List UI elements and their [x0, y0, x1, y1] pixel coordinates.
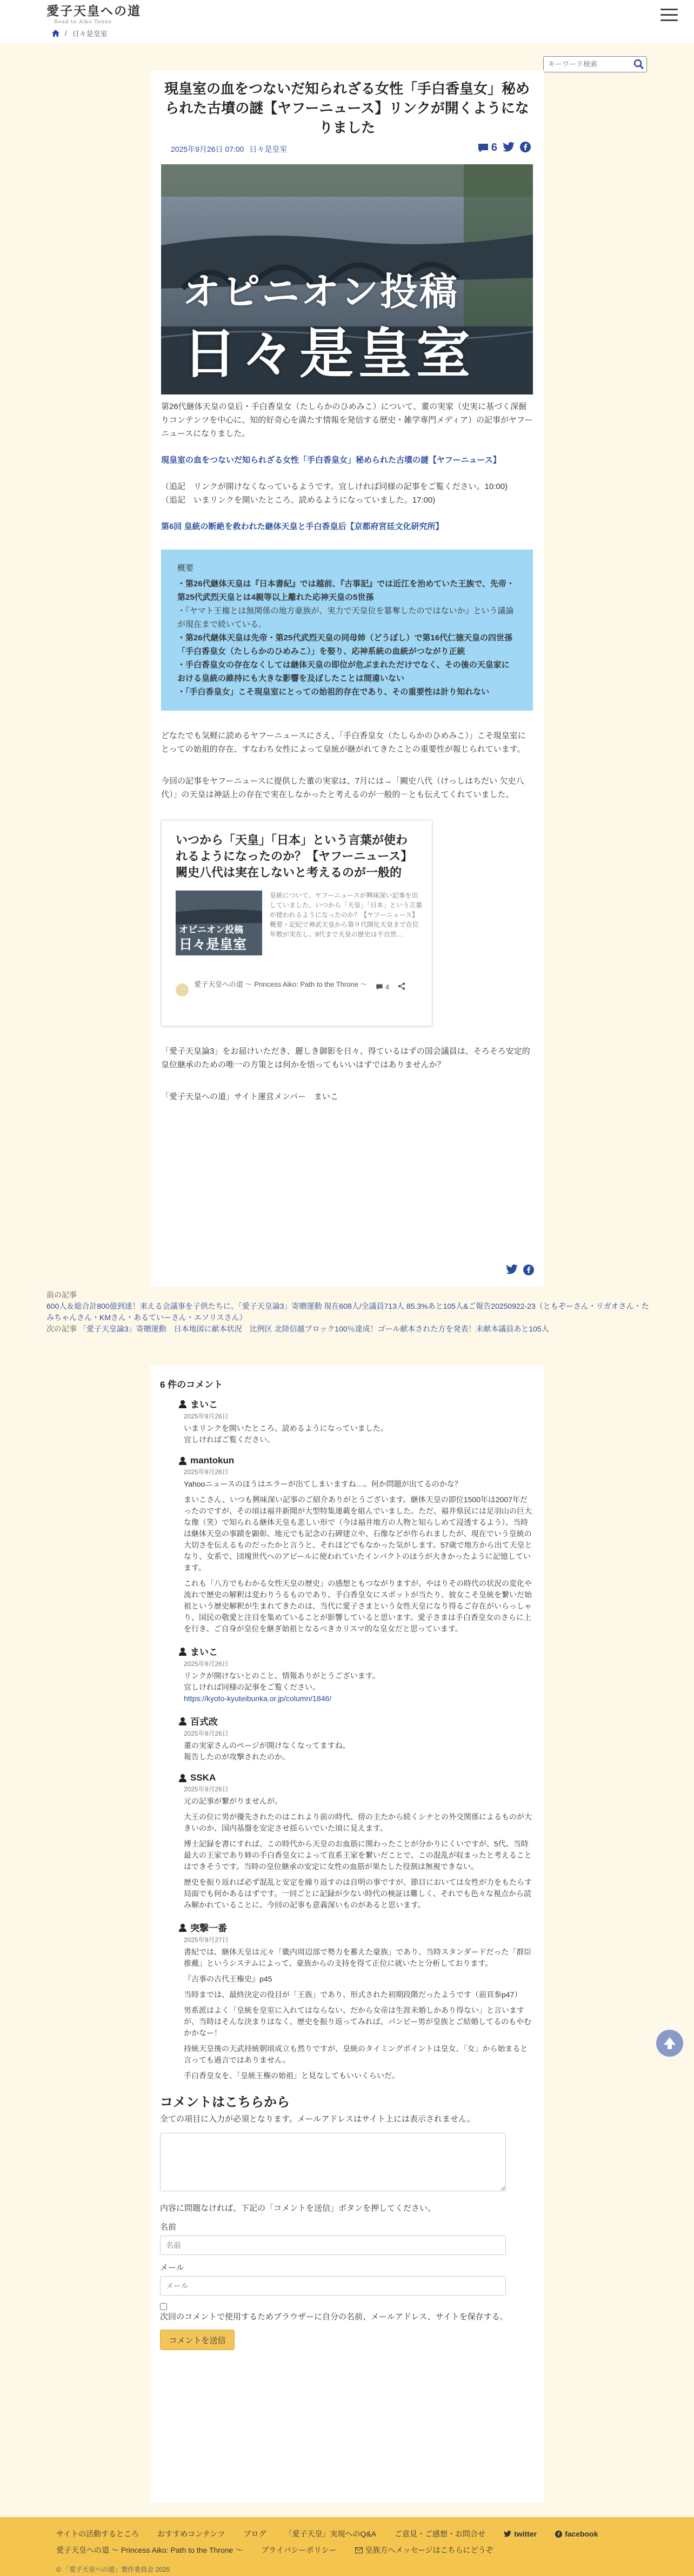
- copyright: © 「愛子天皇への道」製作委員会 2025: [56, 2566, 170, 2573]
- twitter-share-icon[interactable]: [503, 142, 515, 153]
- comment-link[interactable]: https://kyoto-kyuteibunka.or.jp/column/1846/: [184, 1694, 332, 1703]
- user-icon: [178, 1923, 187, 1932]
- menu-icon[interactable]: [660, 9, 678, 22]
- summary-item: ・第26代継体天皇は『日本書紀』では越前、『古事記』では近江を治めていた王族で、先帝・第25代武烈天皇とは4親等以上離れた応神天皇の5世孫: [177, 579, 515, 602]
- featured-image: [161, 164, 533, 394]
- article: [150, 70, 544, 1286]
- embedded-post-card[interactable]: [161, 820, 432, 1026]
- footer-link[interactable]: サイトの活動するところ: [56, 2530, 139, 2538]
- comment-text: 宜しければ同様の記事をご覧ください。: [184, 1683, 320, 1691]
- comment-author: 突撃一番: [190, 1923, 227, 1933]
- footer-links: [56, 2529, 645, 2555]
- comment-text: 博士記録を書にすれば、この時代から天皇のお血筋に関わったことが分かりにくいですが、5代、当時最大の王家であり姉の手白香皇女によって直系王家を繋いだことで、この混乱が収まったと考えることはできそうです。当時の皇位継承の安定に女性の血筋が果たした役割は無視できない。: [184, 1839, 532, 1871]
- comment-date[interactable]: 2025年9月27日: [184, 1936, 229, 1944]
- comment-text: 元の記事が繋がりませんが。: [184, 1797, 282, 1805]
- update-note: （追記 リンクが開けなくなっているようです。宜しければ同様の記事をご覧ください。10:00): [161, 482, 508, 491]
- embed-thumbnail[interactable]: [176, 891, 262, 955]
- share-icon[interactable]: [398, 982, 405, 992]
- footer-link[interactable]: おすすめコンテンツ: [157, 2530, 225, 2538]
- svg-text:日々是皇室: 日々是皇室: [179, 936, 247, 952]
- comment-text: 『古事の古代王権史』p45: [184, 1975, 272, 1983]
- footer-link-facebook[interactable]: [555, 2529, 598, 2539]
- post-date: 2025年9月26日 07:00: [171, 145, 244, 153]
- home-icon[interactable]: [52, 30, 59, 37]
- article-meta: [161, 142, 533, 157]
- user-icon: [178, 1774, 187, 1782]
- twitter-icon: [504, 2531, 511, 2537]
- embed-title[interactable]: いつから「天皇」「日本」という言葉が使われるようになったのか？【ヤフーニュース】闕史八代は実在しないと考えるのが一般的: [176, 833, 413, 879]
- article-body: [161, 400, 533, 533]
- comment-icon: [477, 143, 489, 153]
- next-post-label: 次の記事: [46, 1324, 77, 1333]
- summary-item: ・「手白香皇女」こそ現皇室にとっての始祖的存在であり、その重要性は計り知れない: [177, 687, 490, 697]
- site-header: [0, 0, 694, 43]
- name-field[interactable]: [160, 2236, 506, 2255]
- comment-author: まいこ: [190, 1400, 218, 1410]
- comment-date[interactable]: 2025年9月26日: [184, 1660, 229, 1668]
- form-note-submit: 内容に問題なければ、下記の「コメントを送信」ボタンを押してください。: [160, 2204, 436, 2213]
- footer-link[interactable]: ブログ: [243, 2530, 266, 2538]
- mail-icon: [355, 2547, 363, 2553]
- comment-text: 大王の位に男が優先されたのはこれより前の時代、傍の主たから続くシナとの外交関係によるものが大きいのか、国内基盤を安定させ揺らいでいた頃に見えます。: [184, 1812, 532, 1832]
- next-post-link[interactable]: 「愛子天皇論3」寄贈運動 日本地図に献本状況 比例区 北陸信越ブロック100％達成！ゴール献本された方を発表！未献本議員あと105人: [78, 1324, 549, 1333]
- comments-title: 6 件のコメント: [160, 1380, 223, 1390]
- paragraph: 第26代継体天皇の皇后・手白香皇女（たしらかのひめみこ）について、董の実家（史実に基づく深掘りコンテンツを中心に、知的好奇心を満たす情報を発信する歴史・雑学専門メディア）の記事がヤフーニュースになりました。: [161, 402, 533, 438]
- search-input[interactable]: [544, 57, 633, 71]
- summary-box: [161, 550, 533, 711]
- yahoo-news-link[interactable]: 現皇室の血をつないだ知られざる女性「手白香皇女」秘められた古墳の謎【ヤフーニュース】: [161, 456, 501, 465]
- respond-title: コメントはこちらから: [160, 2095, 290, 2110]
- form-note: 全ての項目に入力が必須となります。メールアドレスはサイト上には表示されません。: [160, 2115, 475, 2124]
- footer-link[interactable]: プライバシーポリシー: [261, 2546, 337, 2554]
- comment-author: mantokun: [190, 1455, 235, 1466]
- hero-text-opinion: オピニオン投稿: [183, 270, 459, 314]
- comment-text: 男系派はよく「皇統を皇室に入れてはならない、だから女帝は生涯未婚しかあり得ない」と言いますが、当時はそんな決まりはなく、歴史を振り返ってみれば、パンピー男が皇族とご結婚してるのもやむかかなー！: [184, 2006, 532, 2037]
- scroll-to-top-button[interactable]: [656, 2030, 683, 2057]
- summary-item: ・第26代継体天皇は先帝・第25代武烈天皇の同母姉（どうぼし）で第16代仁徳天皇の四世孫「手白香皇女（たしらかのひめみこ）」を娶り、応神系統の血統がつながり正統: [177, 633, 513, 656]
- site-favicon-icon: [176, 983, 189, 996]
- save-info-label: 次回のコメントで使用するためブラウザーに自分の名前、メールアドレス、サイトを保存する。: [160, 2312, 508, 2321]
- page-title: 現皇室の血をつないだ知られざる女性「手白香皇女」秘められた古墳の謎【ヤフーニュース】リンクが開くようになりました: [164, 81, 530, 136]
- footer-link[interactable]: ご意見・ご感想・お問合せ: [395, 2530, 486, 2538]
- site-logo[interactable]: [46, 3, 141, 25]
- footer-link-label: facebook: [565, 2530, 598, 2538]
- user-icon: [178, 1647, 187, 1656]
- hero-text-title: 日々是皇室: [183, 322, 475, 385]
- comment-date[interactable]: 2025年9月26日: [184, 1785, 229, 1793]
- comment: [160, 1921, 534, 2082]
- facebook-share-icon[interactable]: [523, 1264, 534, 1278]
- search-icon[interactable]: [633, 58, 645, 70]
- search-box: [543, 56, 647, 72]
- comment: [160, 1455, 534, 1635]
- comment-text: まいこさん、いつも興味深い記事のご紹介ありがとうございます。継体天皇の即位1500年は2007年だったのですが、その頃は福井新聞が大型特集連載を組んでいました。ただ、福井県民には足羽山の巨大な像（笑）で知られる継体天皇も悲しい形で（今は福井地方の人物と知らしめて浸透するよう）、当時は継体天皇の事蹟を顕彰、地元でも記念の石碑建立や、石像などが作られましたが、現在でいう皇統の大切さを伝えるものだったかと言うと、それほどでもなかった気がします。57歳で地方から出て天皇となり、女系で、団塊世代へのアピールに使われていたインパクトのほうが大きかったように記憶しています。: [184, 1495, 532, 1572]
- comment-text: 書紀では、継体天皇は元々「畿内周辺部で勢力を蓄えた豪族」であり、当時スタンダードだった「群臣推戴」というシステムによって、豪族からの支持を得て正位に就いたと分析しております。: [184, 1948, 532, 1968]
- save-info-row: [160, 2303, 534, 2323]
- article-body-3: [161, 1045, 533, 1103]
- facebook-share-icon[interactable]: [520, 142, 531, 154]
- comments-section: [150, 1365, 544, 2503]
- share-buttons: [506, 1264, 534, 1278]
- paragraph: どなたでも気軽に読めるヤフーニュースにさえ、「手白香皇女（たしらかのひめみこ）」こそ現皇室にとっての始祖的存在、すなわち女性によって皇統が継がれてきたことの重要性が報じられています。: [161, 731, 526, 754]
- comment-form: [160, 2091, 534, 2350]
- comment-text: 報告したのが攻撃されたのか。: [184, 1752, 290, 1761]
- comment-text: 持統天皇後の天武持統朝頃成立も然りですが、皇統のタイミングポイントは皇女、「女」から始まると言っても過言ではありません。: [184, 2044, 528, 2064]
- breadcrumb-item-category[interactable]: 日々是皇室: [72, 30, 108, 38]
- embed-count-value: 4: [385, 983, 390, 991]
- related-article-link[interactable]: 第6回 皇統の断絶を救われた継体天皇と手白香皇后【京都府宮廷文化研究所】: [161, 522, 444, 531]
- comment-text: これも「八方でもわかる女性天皇の歴史」の感想ともつながりますが、やはりその時代の状況の変化や流れで歴史の解釈は変わりうるものであり、手白香皇女にスポットが当たり、彼女こそ皇統を繋いだ始祖という歴史解釈が生まれてきたのは、当代に愛子さまという女性天皇になり得るご存在がいらっしゃり、国民の敬愛と注目を集めていることが影響していると思います。愛子さまは手白香皇女のさらに上を行き、ご自身が皇位を継ぎ始祖となるべきカリスマ的な皇女だと思っています。: [184, 1579, 532, 1633]
- comment-text: リンクが開けないとのこと、情報ありがとうございます。: [184, 1671, 380, 1680]
- footer-link[interactable]: 愛子天皇への道 〜 Princess Aiko: Path to the Throne 〜: [56, 2546, 243, 2554]
- facebook-icon: [555, 2531, 562, 2538]
- name-label: 名前: [160, 2223, 177, 2232]
- comment-textarea[interactable]: [160, 2133, 506, 2191]
- site-footer: [0, 2517, 694, 2576]
- signature: 「愛子天皇への道」サイト運営メンバー まいこ: [161, 1092, 338, 1101]
- paragraph: 今回の記事をヤフーニュースに提供した董の実家は、7月には→「闕史八代（けっしはちだい 欠史八代）」の天皇は神話上の存在で実在しなかったと考えるのが一般的－とも伝えてくれていました。: [161, 777, 524, 799]
- comment-text: 宜しければご覧ください。: [184, 1435, 275, 1444]
- comment-date[interactable]: 2025年9月26日: [184, 1468, 229, 1476]
- user-icon: [178, 1400, 187, 1408]
- comment-date[interactable]: 2025年9月26日: [184, 1413, 229, 1420]
- save-info-checkbox[interactable]: [160, 2303, 167, 2310]
- comment-text: 手白香皇女を、「皇統王権の始祖」と見なしてもいいくらいだ。: [184, 2071, 399, 2080]
- summary-item: ・『ヤマト王権とは無関係の地方豪族が、実力で天皇位を簒奪したのではないか』という議論が現在まで続いている。: [177, 606, 514, 629]
- submit-comment-button[interactable]: コメントを送信: [160, 2330, 235, 2350]
- svg-text:オピニオン投稿: オピニオン投稿: [179, 925, 243, 935]
- footer-link[interactable]: 「愛子天皇」実現へのQ&A: [284, 2530, 377, 2538]
- footer-link-twitter[interactable]: [504, 2529, 537, 2539]
- comment-author: SSKA: [190, 1772, 216, 1783]
- paragraph: 「愛子天皇論3」をお届けいただき、麗しき御影を日々、得ているはずの国会議員は、そろそろ安定的皇位継承のための唯一の方策とは何かを悟ってもいいはずではありませんか？: [161, 1047, 530, 1069]
- post-navigation: [46, 1289, 652, 1335]
- breadcrumb-separator: /: [65, 29, 67, 37]
- embed-comment-count[interactable]: [376, 983, 389, 991]
- comment: [160, 1714, 534, 1763]
- summary-label: 概要: [177, 564, 194, 573]
- comment-text: 董の実家さんのページが開けなくなってますね。: [184, 1741, 350, 1750]
- email-field[interactable]: [160, 2276, 506, 2296]
- arrow-up-icon: [656, 2030, 683, 2057]
- prev-post-label: 前の記事: [46, 1290, 77, 1299]
- comment-text: いまリンクを開いたところ、読めるようになっていました。: [184, 1424, 388, 1433]
- comment: [160, 1644, 534, 1704]
- update-note: （追記 いまリンクを開いたところ、読めるようになっていました。17:00): [161, 496, 436, 505]
- comment-count[interactable]: [477, 142, 497, 154]
- comment: [160, 1772, 534, 1911]
- user-icon: [178, 1717, 187, 1725]
- summary-item: ・手白香皇女の存在なくしては継体天皇の即位が危ぶまれただけでなく、その後の天皇家における皇統の維持にも大きな影響を及ぼしたことは間違いない: [177, 660, 510, 683]
- logo-text: 愛子天皇への道: [46, 4, 141, 18]
- comment-text: 歴史を振り返れば必ず混乱と安定を繰り返すのは自明の事ですが、節目においては女性が力をもたらす局面でも何かあるはずです。一回ごとに記録が少ない時代の検証は難しく、それでも色々な視点から読み解かれていることに、今回の記事も意義深いものがあると思います。: [184, 1878, 532, 1909]
- email-label: メール: [160, 2263, 184, 2272]
- prev-post-link[interactable]: 600人＆総合計800億到達！来える会議事を子供たちに、「愛子天皇論3」寄贈運動 現在608人/全議員713人 85.3%あと105人&ご報告20250922-23（ともぞーさん・リガオさん・たみちゃんさん・KMさん・あるていーさん・エソリスさん）: [46, 1302, 649, 1322]
- user-icon: [178, 1456, 187, 1465]
- breadcrumb: [52, 28, 108, 38]
- footer-link-label: 皇族方へメッセージはこちらにどうぞ: [365, 2546, 493, 2554]
- embed-excerpt: 皇統について、ヤフーニュースが興味深い記事を出していました。いつから「天皇」「日本」という言葉が使われるようになったのか？【ヤフーニュース】概要・記紀で神武天皇から第９代開化天皇まで在位年数が実在し、9代まで天皇の歴史は不自然…: [270, 892, 423, 938]
- comment-icon: [376, 983, 383, 991]
- embed-site-name[interactable]: 愛子天皇への道 〜 Princess Aiko: Path to the Throne 〜: [194, 980, 368, 988]
- comment-text: Yahooニュースのほうはエラーが出てしまいますね…。何か問題が出てるのかな？: [184, 1480, 462, 1488]
- footer-link-label: twitter: [514, 2530, 537, 2538]
- comment-date[interactable]: 2025年9月26日: [184, 1730, 229, 1737]
- comment-text: 当時までは、最終決定の役目が「王族」であり、形式された初期段階だったようです（前頁参p47）: [184, 1990, 522, 1999]
- comment-count-value: 6: [491, 142, 497, 153]
- comment: [160, 1397, 534, 1446]
- comment-author: 百式改: [190, 1717, 218, 1727]
- article-body-2: [161, 729, 533, 801]
- footer-link-message[interactable]: [355, 2545, 493, 2555]
- comment-author: まいこ: [190, 1647, 218, 1657]
- twitter-share-icon[interactable]: [506, 1264, 518, 1278]
- logo-subtext: Road to Aiko Tenno: [54, 19, 112, 25]
- post-category[interactable]: 日々是皇室: [249, 145, 288, 153]
